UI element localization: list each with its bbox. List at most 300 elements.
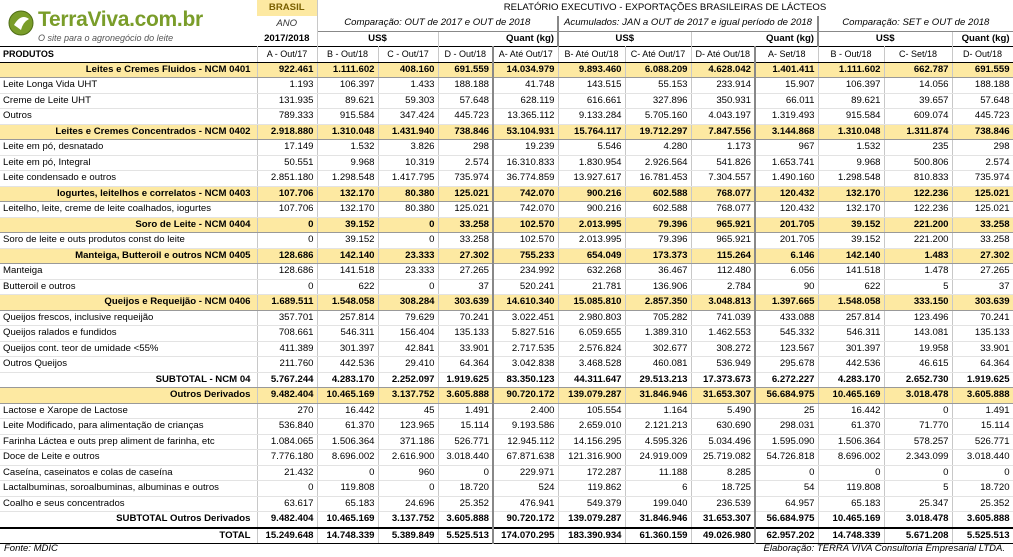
cell-value: 39.152 xyxy=(818,217,884,233)
cell-value: 768.077 xyxy=(691,202,755,218)
cell-value: 27.302 xyxy=(952,248,1013,264)
cell-value: 31.653.307 xyxy=(691,512,755,528)
cell-value: 738.846 xyxy=(952,124,1013,140)
cell-value: 5.525.513 xyxy=(952,528,1013,544)
cell-value: 57.648 xyxy=(438,93,493,109)
cell-value: 303.639 xyxy=(438,295,493,311)
row-label: Leite condensado e outros xyxy=(0,171,257,187)
cell-value: 1.164 xyxy=(625,403,691,419)
cell-value: 1.173 xyxy=(691,140,755,156)
cell-value: 23.333 xyxy=(378,264,438,280)
cell-value: 21.432 xyxy=(257,465,317,481)
cell-value: 221.200 xyxy=(884,233,952,249)
table-row xyxy=(0,264,1013,280)
cell-value: 139.079.287 xyxy=(558,388,625,404)
cell-value: 445.723 xyxy=(952,109,1013,125)
cell-value: 119.808 xyxy=(818,481,884,497)
cell-value: 308.272 xyxy=(691,341,755,357)
cell-value: 125.021 xyxy=(438,186,493,202)
cell-value: 609.074 xyxy=(884,109,952,125)
cell-value: 9.968 xyxy=(818,155,884,171)
cell-value: 3.137.752 xyxy=(378,512,438,528)
col-header: B - Out/18 xyxy=(317,47,378,63)
row-label: Farinha Láctea e outs prep aliment de farinha, etc xyxy=(0,434,257,450)
cell-value: 630.690 xyxy=(691,419,755,435)
cell-value: 308.284 xyxy=(378,295,438,311)
cell-value: 0 xyxy=(884,465,952,481)
cell-value: 915.584 xyxy=(818,109,884,125)
cell-value: 5.490 xyxy=(691,403,755,419)
cell-value: 350.931 xyxy=(691,93,755,109)
cell-value: 79.629 xyxy=(378,310,438,326)
cell-value: 18.725 xyxy=(691,481,755,497)
cell-value: 120.432 xyxy=(755,202,818,218)
cell-value: 156.404 xyxy=(378,326,438,342)
table-row xyxy=(0,140,1013,156)
cell-value: 546.311 xyxy=(317,326,378,342)
cell-value: 10.465.169 xyxy=(317,388,378,404)
cell-value: 3.137.752 xyxy=(378,388,438,404)
cell-value: 632.268 xyxy=(558,264,625,280)
cell-value: 33.901 xyxy=(952,341,1013,357)
comparison-monthly: Comparação: OUT de 2017 e OUT de 2018 xyxy=(317,16,558,31)
cell-value: 199.040 xyxy=(625,496,691,512)
cell-value: 2.857.350 xyxy=(625,295,691,311)
cell-value: 3.022.451 xyxy=(493,310,558,326)
cell-value: 132.170 xyxy=(317,202,378,218)
row-label: Lactose e Xarope de Lactose xyxy=(0,403,257,419)
cell-value: 136.906 xyxy=(625,279,691,295)
row-label: Soro de Leite - NCM 0404 xyxy=(0,217,257,233)
cell-value: 476.941 xyxy=(493,496,558,512)
cell-value: 1.919.625 xyxy=(438,372,493,388)
col-header: A- Até Out/17 xyxy=(493,47,558,63)
table-row xyxy=(0,155,1013,171)
row-label: Leites e Cremes Fluidos - NCM 0401 xyxy=(0,62,257,78)
col-header: D - Out/18 xyxy=(438,47,493,63)
cell-value: 46.615 xyxy=(884,357,952,373)
cell-value: 79.396 xyxy=(625,217,691,233)
cell-value: 900.216 xyxy=(558,186,625,202)
cell-value: 5.827.516 xyxy=(493,326,558,342)
cell-value: 17.373.673 xyxy=(691,372,755,388)
cell-value: 411.389 xyxy=(257,341,317,357)
col-header: C - Out/17 xyxy=(378,47,438,63)
cell-value: 735.974 xyxy=(438,171,493,187)
cell-value: 9.893.460 xyxy=(558,62,625,78)
cell-value: 15.249.648 xyxy=(257,528,317,544)
cell-value: 15.114 xyxy=(952,419,1013,435)
row-label: Queijos frescos, inclusive requeijão xyxy=(0,310,257,326)
cell-value: 9.193.586 xyxy=(493,419,558,435)
cell-value: 63.617 xyxy=(257,496,317,512)
cell-value: 14.034.979 xyxy=(493,62,558,78)
cell-value: 1.193 xyxy=(257,78,317,94)
cell-value: 135.133 xyxy=(952,326,1013,342)
cell-value: 70.241 xyxy=(952,310,1013,326)
cell-value: 460.081 xyxy=(625,357,691,373)
cell-value: 1.491 xyxy=(952,403,1013,419)
cell-value: 900.216 xyxy=(558,202,625,218)
cell-value: 25.719.082 xyxy=(691,450,755,466)
cell-value: 3.018.478 xyxy=(884,512,952,528)
cell-value: 56.684.975 xyxy=(755,512,818,528)
cell-value: 2.980.803 xyxy=(558,310,625,326)
cell-value: 1.506.364 xyxy=(317,434,378,450)
cell-value: 3.605.888 xyxy=(438,512,493,528)
cell-value: 1.389.310 xyxy=(625,326,691,342)
cell-value: 965.921 xyxy=(691,233,755,249)
cell-value: 132.170 xyxy=(818,202,884,218)
cell-value: 738.846 xyxy=(438,124,493,140)
cell-value: 4.043.197 xyxy=(691,109,755,125)
row-label: Iogurtes, leitelhos e correlatos - NCM 0403 xyxy=(0,186,257,202)
cell-value: 61.360.159 xyxy=(625,528,691,544)
cell-value: 3.018.440 xyxy=(952,450,1013,466)
cell-value: 6.088.209 xyxy=(625,62,691,78)
row-label: Queijos cont. teor de umidade <55% xyxy=(0,341,257,357)
table-row xyxy=(0,310,1013,326)
cell-value: 18.720 xyxy=(952,481,1013,497)
cell-value: 0 xyxy=(755,465,818,481)
cell-value: 79.396 xyxy=(625,233,691,249)
cell-value: 965.921 xyxy=(691,217,755,233)
row-label: Leites e Cremes Concentrados - NCM 0402 xyxy=(0,124,257,140)
cell-value: 125.021 xyxy=(952,186,1013,202)
cell-value: 16.442 xyxy=(818,403,884,419)
cell-value: 741.039 xyxy=(691,310,755,326)
category-row xyxy=(0,62,1013,78)
cell-value: 602.588 xyxy=(625,186,691,202)
cell-value: 6.056 xyxy=(755,264,818,280)
cell-value: 14.610.340 xyxy=(493,295,558,311)
unit-kg-3: Quant (kg) xyxy=(952,31,1013,47)
table-row xyxy=(0,202,1013,218)
cell-value: 8.285 xyxy=(691,465,755,481)
cell-value: 442.536 xyxy=(317,357,378,373)
cell-value: 59.303 xyxy=(378,93,438,109)
cell-value: 236.539 xyxy=(691,496,755,512)
cell-value: 526.771 xyxy=(438,434,493,450)
cell-value: 33.258 xyxy=(952,217,1013,233)
cell-value: 172.287 xyxy=(558,465,625,481)
cell-value: 2.343.099 xyxy=(884,450,952,466)
cell-value: 1.310.048 xyxy=(818,124,884,140)
cell-value: 122.236 xyxy=(884,202,952,218)
cell-value: 2.013.995 xyxy=(558,217,625,233)
row-label: SUBTOTAL - NCM 04 xyxy=(0,372,257,388)
row-label: Queijos ralados e fundidos xyxy=(0,326,257,342)
row-label: Caseína, caseinatos e colas de caseína xyxy=(0,465,257,481)
cell-value: 123.965 xyxy=(378,419,438,435)
cell-value: 1.506.364 xyxy=(818,434,884,450)
cell-value: 295.678 xyxy=(755,357,818,373)
cell-value: 221.200 xyxy=(884,217,952,233)
cell-value: 442.536 xyxy=(818,357,884,373)
table-row xyxy=(0,78,1013,94)
cell-value: 142.140 xyxy=(317,248,378,264)
cell-value: 36.467 xyxy=(625,264,691,280)
terraviva-logo xyxy=(4,4,203,50)
source-note: Fonte: MDIC xyxy=(4,543,58,554)
cell-value: 9.133.284 xyxy=(558,109,625,125)
cell-value: 0 xyxy=(438,465,493,481)
cell-value: 36.774.859 xyxy=(493,171,558,187)
cell-value: 789.333 xyxy=(257,109,317,125)
cell-value: 50.551 xyxy=(257,155,317,171)
cell-value: 1.830.954 xyxy=(558,155,625,171)
report-title: RELATÓRIO EXECUTIVO - EXPORTAÇÕES BRASILEIRAS DE LÁCTEOS xyxy=(317,0,1013,16)
cell-value: 39.657 xyxy=(884,93,952,109)
cell-value: 19.239 xyxy=(493,140,558,156)
cell-value: 500.806 xyxy=(884,155,952,171)
row-label: Doce de Leite e outros xyxy=(0,450,257,466)
cell-value: 66.011 xyxy=(755,93,818,109)
cell-value: 135.133 xyxy=(438,326,493,342)
cell-value: 13.365.112 xyxy=(493,109,558,125)
table-row xyxy=(0,465,1013,481)
cell-value: 24.696 xyxy=(378,496,438,512)
cell-value: 1.298.548 xyxy=(317,171,378,187)
cell-value: 2.400 xyxy=(493,403,558,419)
cell-value: 132.170 xyxy=(818,186,884,202)
cell-value: 25.352 xyxy=(952,496,1013,512)
cell-value: 1.462.553 xyxy=(691,326,755,342)
cell-value: 37 xyxy=(952,279,1013,295)
cell-value: 80.380 xyxy=(378,202,438,218)
cell-value: 0 xyxy=(257,481,317,497)
cell-value: 80.380 xyxy=(378,186,438,202)
cell-value: 70.241 xyxy=(438,310,493,326)
cell-value: 8.696.002 xyxy=(818,450,884,466)
cell-value: 1.431.940 xyxy=(378,124,438,140)
cell-value: 662.787 xyxy=(884,62,952,78)
cell-value: 235 xyxy=(884,140,952,156)
cell-value: 1.397.665 xyxy=(755,295,818,311)
cell-value: 301.397 xyxy=(317,341,378,357)
table-row xyxy=(0,403,1013,419)
cell-value: 125.021 xyxy=(952,202,1013,218)
cell-value: 29.410 xyxy=(378,357,438,373)
cell-value: 139.079.287 xyxy=(558,512,625,528)
cell-value: 810.833 xyxy=(884,171,952,187)
cell-value: 106.397 xyxy=(317,78,378,94)
cell-value: 4.283.170 xyxy=(818,372,884,388)
cell-value: 27.265 xyxy=(438,264,493,280)
cell-value: 11.188 xyxy=(625,465,691,481)
cell-value: 520.241 xyxy=(493,279,558,295)
cell-value: 616.661 xyxy=(558,93,625,109)
row-label: Manteiga xyxy=(0,264,257,280)
cell-value: 654.049 xyxy=(558,248,625,264)
cell-value: 1.919.625 xyxy=(952,372,1013,388)
cell-value: 201.705 xyxy=(755,217,818,233)
cell-value: 1.653.741 xyxy=(755,155,818,171)
cell-value: 2.574 xyxy=(438,155,493,171)
cell-value: 445.723 xyxy=(438,109,493,125)
cell-value: 131.935 xyxy=(257,93,317,109)
row-label: Soro de leite e outs produtos const do leite xyxy=(0,233,257,249)
cell-value: 691.559 xyxy=(952,62,1013,78)
cell-value: 742.070 xyxy=(493,186,558,202)
col-header: A- Set/18 xyxy=(755,47,818,63)
row-label: SUBTOTAL Outros Derivados xyxy=(0,512,257,528)
cell-value: 302.677 xyxy=(625,341,691,357)
cell-value: 13.927.617 xyxy=(558,171,625,187)
cell-value: 64.957 xyxy=(755,496,818,512)
cell-value: 298 xyxy=(952,140,1013,156)
cell-value: 89.621 xyxy=(317,93,378,109)
cell-value: 7.304.557 xyxy=(691,171,755,187)
cell-value: 3.144.868 xyxy=(755,124,818,140)
cell-value: 54.726.818 xyxy=(755,450,818,466)
cell-value: 83.350.123 xyxy=(493,372,558,388)
cell-value: 45 xyxy=(378,403,438,419)
cell-value: 526.771 xyxy=(952,434,1013,450)
cell-value: 3.042.838 xyxy=(493,357,558,373)
table-row xyxy=(0,481,1013,497)
cell-value: 2.616.900 xyxy=(378,450,438,466)
cell-value: 3.048.813 xyxy=(691,295,755,311)
cell-value: 234.992 xyxy=(493,264,558,280)
col-header: C- Set/18 xyxy=(884,47,952,63)
cell-value: 1.111.602 xyxy=(818,62,884,78)
cell-value: 125.021 xyxy=(438,202,493,218)
cell-value: 31.846.946 xyxy=(625,512,691,528)
row-label: Butteroil e outros xyxy=(0,279,257,295)
footer xyxy=(0,541,1013,557)
cell-value: 301.397 xyxy=(818,341,884,357)
cell-value: 357.701 xyxy=(257,310,317,326)
cell-value: 128.686 xyxy=(257,264,317,280)
cell-value: 742.070 xyxy=(493,202,558,218)
cell-value: 6.146 xyxy=(755,248,818,264)
cell-value: 188.188 xyxy=(952,78,1013,94)
cell-value: 5.034.496 xyxy=(691,434,755,450)
cell-value: 7.847.556 xyxy=(691,124,755,140)
table-row xyxy=(0,341,1013,357)
table-row xyxy=(0,233,1013,249)
cell-value: 33.258 xyxy=(952,233,1013,249)
cell-value: 10.465.169 xyxy=(317,512,378,528)
cell-value: 2.717.535 xyxy=(493,341,558,357)
row-label: Leite Modificado, para alimentação de crianças xyxy=(0,419,257,435)
cell-value: 143.515 xyxy=(558,78,625,94)
cell-value: 1.595.090 xyxy=(755,434,818,450)
col-header: C- Até Out/17 xyxy=(625,47,691,63)
cell-value: 29.513.213 xyxy=(625,372,691,388)
cell-value: 25.347 xyxy=(884,496,952,512)
row-label: Queijos e Requeijão - NCM 0406 xyxy=(0,295,257,311)
cell-value: 755.233 xyxy=(493,248,558,264)
cell-value: 8.696.002 xyxy=(317,450,378,466)
cell-value: 16.442 xyxy=(317,403,378,419)
cell-value: 327.896 xyxy=(625,93,691,109)
unit-usd-3: US$ xyxy=(818,31,952,47)
cell-value: 0 xyxy=(257,279,317,295)
cell-value: 1.401.411 xyxy=(755,62,818,78)
cell-value: 2.252.097 xyxy=(378,372,438,388)
cell-value: 42.841 xyxy=(378,341,438,357)
category-row xyxy=(0,295,1013,311)
cell-value: 54 xyxy=(755,481,818,497)
leaf-globe-icon xyxy=(8,10,34,36)
cell-value: 12.945.112 xyxy=(493,434,558,450)
cell-value: 33.901 xyxy=(438,341,493,357)
cell-value: 1.478 xyxy=(884,264,952,280)
row-label: Leite Longa Vida UHT xyxy=(0,78,257,94)
cell-value: 5.767.244 xyxy=(257,372,317,388)
cell-value: 15.114 xyxy=(438,419,493,435)
cell-value: 1.483 xyxy=(884,248,952,264)
subtotal-row xyxy=(0,512,1013,528)
row-label: Outros Queijos xyxy=(0,357,257,373)
cell-value: 119.862 xyxy=(558,481,625,497)
category-row xyxy=(0,124,1013,140)
cell-value: 89.621 xyxy=(818,93,884,109)
cell-value: 5 xyxy=(884,481,952,497)
cell-value: 142.140 xyxy=(818,248,884,264)
cell-value: 1.298.548 xyxy=(818,171,884,187)
row-label: TOTAL xyxy=(0,528,257,544)
cell-value: 16.310.833 xyxy=(493,155,558,171)
cell-value: 549.379 xyxy=(558,496,625,512)
cell-value: 347.424 xyxy=(378,109,438,125)
cell-value: 2.851.180 xyxy=(257,171,317,187)
cell-value: 141.518 xyxy=(818,264,884,280)
cell-value: 1.532 xyxy=(818,140,884,156)
cell-value: 298 xyxy=(438,140,493,156)
cell-value: 1.433 xyxy=(378,78,438,94)
cell-value: 233.914 xyxy=(691,78,755,94)
cell-value: 536.840 xyxy=(257,419,317,435)
unit-usd-1: US$ xyxy=(317,31,438,47)
cell-value: 1.311.874 xyxy=(884,124,952,140)
cell-value: 628.119 xyxy=(493,93,558,109)
row-label: Creme de Leite UHT xyxy=(0,93,257,109)
cell-value: 102.570 xyxy=(493,233,558,249)
cell-value: 53.104.931 xyxy=(493,124,558,140)
cell-value: 1.084.065 xyxy=(257,434,317,450)
cell-value: 0 xyxy=(884,403,952,419)
cell-value: 6.059.655 xyxy=(558,326,625,342)
cell-value: 17.149 xyxy=(257,140,317,156)
cell-value: 64.364 xyxy=(952,357,1013,373)
cell-value: 5.705.160 xyxy=(625,109,691,125)
cell-value: 21.781 xyxy=(558,279,625,295)
cell-value: 121.316.900 xyxy=(558,450,625,466)
cell-value: 25 xyxy=(755,403,818,419)
category-row xyxy=(0,186,1013,202)
row-label: Leitelho, leite, creme de leite coalhados, iogurtes xyxy=(0,202,257,218)
cell-value: 524 xyxy=(493,481,558,497)
cell-value: 4.280 xyxy=(625,140,691,156)
cell-value: 39.152 xyxy=(317,217,378,233)
cell-value: 3.018.478 xyxy=(884,388,952,404)
ano-value: 2017/2018 xyxy=(257,31,317,47)
cell-value: 90.720.172 xyxy=(493,388,558,404)
cell-value: 14.056 xyxy=(884,78,952,94)
cell-value: 201.705 xyxy=(755,233,818,249)
cell-value: 15.764.117 xyxy=(558,124,625,140)
cell-value: 0 xyxy=(378,233,438,249)
cell-value: 90 xyxy=(755,279,818,295)
cell-value: 143.081 xyxy=(884,326,952,342)
col-header-produtos: PRODUTOS xyxy=(0,47,257,63)
cell-value: 10.319 xyxy=(378,155,438,171)
cell-value: 3.605.888 xyxy=(952,512,1013,528)
row-label: Outros xyxy=(0,109,257,125)
